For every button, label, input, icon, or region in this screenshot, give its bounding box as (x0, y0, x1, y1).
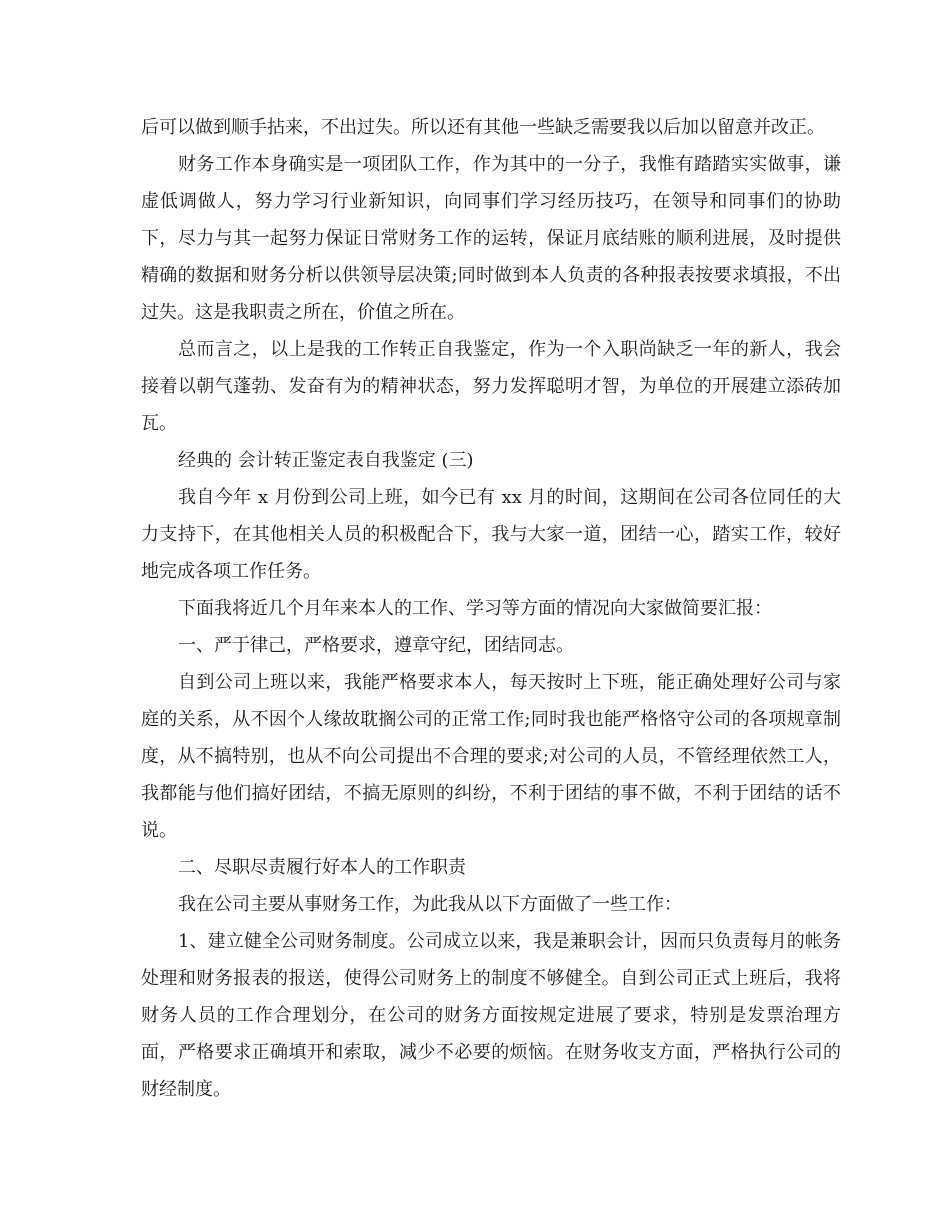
subheading-1: 一、严于律己，严格要求，遵章守纪，团结同志。 (178, 635, 574, 656)
paragraph-1: 后可以做到顺手拈来，不出过失。所以还有其他一些缺乏需要我以后加以留意并改正。 (141, 117, 825, 138)
paragraph-7: 我在公司主要从事财务工作，为此我从以下方面做了一些工作： (178, 894, 682, 915)
paragraph-2: 财务工作本身确实是一项团队工作，作为其中的一分子，我惟有踏踏实实做事，谦虚低调做人，努力学习行业新知识，向同事们学习经历技巧，在领导和同事们的协助下，尽力与其一起努力保证日常财务工作的运转，保证月底结账的顺利进展，及时提供精确的数据和财务分析以供领导层决策;同时做到本人负责的各种报表按要求填报，不出过失。这是我职责之所在，价值之所在。 (141, 154, 841, 323)
section-heading-3: 经典的 会计转正鉴定表自我鉴定 (三) (178, 450, 474, 471)
paragraph-5: 下面我将近几个月年来本人的工作、学习等方面的情况向大家做简要汇报： (178, 598, 772, 619)
paragraph-4: 我自今年 x 月份到公司上班，如今已有 xx 月的时间，这期间在公司各位同任的大力支持下，在其他相关人员的积极配合下，我与大家一道，团结一心，踏实工作，较好地完成各项工作任务。 (141, 487, 841, 582)
subheading-2: 二、尽职尽责履行好本人的工作职责 (178, 857, 466, 878)
document-body (141, 109, 841, 1108)
paragraph-3: 总而言之，以上是我的工作转正自我鉴定，作为一个入职尚缺乏一年的新人，我会接着以朝气蓬勃、发奋有为的精神状态，努力发挥聪明才智，为单位的开展建立添砖加瓦。 (141, 339, 841, 434)
paragraph-8: 1、建立健全公司财务制度。公司成立以来，我是兼职会计，因而只负责每月的帐务处理和财务报表的报送，使得公司财务上的制度不够健全。自到公司正式上班后，我将财务人员的工作合理划分，在公司的财务方面按规定进展了要求，特别是发票治理方面，严格要求正确填开和索取，减少不必要的烦恼。在财务收支方面，严格执行公司的财经制度。 (141, 931, 841, 1100)
paragraph-6: 自到公司上班以来，我能严格要求本人，每天按时上下班，能正确处理好公司与家庭的关系，从不因个人缘故耽搁公司的正常工作;同时我也能严格恪守公司的各项规章制度，从不搞特别，也从不向公司提出不合理的要求;对公司的人员，不管经理依然工人，我都能与他们搞好团结，不搞无原则的纠纷，不利于团结的事不做，不利于团结的话不说。 (141, 672, 841, 841)
